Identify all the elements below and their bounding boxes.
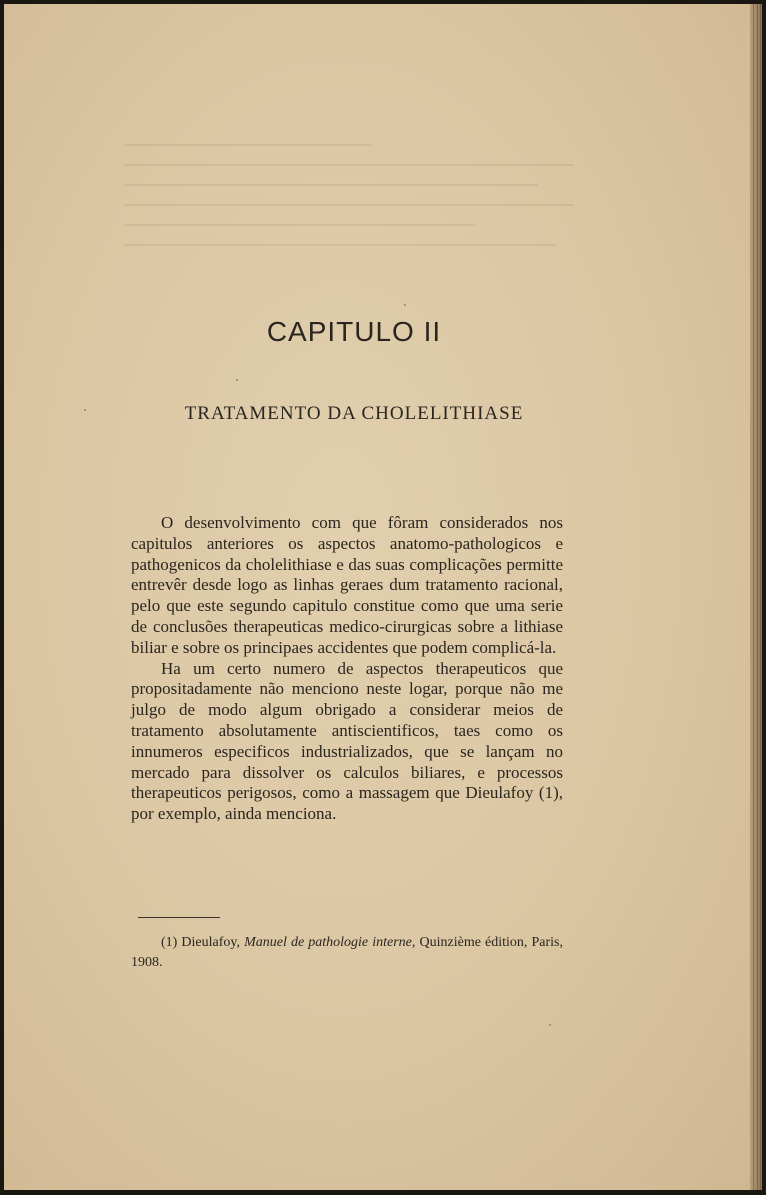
paper-speck xyxy=(236,379,238,381)
body-text xyxy=(131,513,563,825)
footnote xyxy=(131,933,563,973)
footnote-work: Manuel de pathologie interne, xyxy=(244,935,416,950)
page-stack-edge xyxy=(750,4,762,1190)
footnote-marker: (1) xyxy=(161,935,178,950)
footnote-divider xyxy=(138,917,220,918)
section-title: TRATAMENTO DA CHOLELITHIASE xyxy=(184,403,524,424)
footnote-author: Dieulafoy, xyxy=(181,935,240,950)
paper-speck xyxy=(404,304,406,306)
paragraph: Ha um certo numero de aspectos therapeuticos que propositadamente não menciono neste logar, porque não me julgo de modo algum obrigado a considerar meios de tratamento absolutamente antiscientificos, taes como os innumeros especificos industrializados, que se lançam no mercado para dissolver os calculos biliares, e processos therapeuticos perigosos, como a massagem que Dieulafoy (1), por exemplo, ainda menciona. xyxy=(131,658,563,824)
book-page xyxy=(4,4,750,1190)
paragraph: O desenvolvimento com que fôram considerados nos capitulos anteriores os aspectos anatomo-pathologicos e pathogenicos da cholelithiase e das suas complicações permitte entrevêr desde logo as linhas geraes dum tratamento racional, pelo que este segundo capitulo constitue como que uma serie de conclusões therapeuticas medico-cirurgicas sobre a lithiase biliar e sobre os principaes accidentes que podem complicá-la. xyxy=(131,513,563,657)
footnote-edition: Quinzième édition, Paris, 1908. xyxy=(131,935,563,970)
bleed-through-text xyxy=(124,144,574,304)
chapter-title: CAPITULO II xyxy=(266,316,442,347)
paper-speck xyxy=(549,1024,551,1026)
